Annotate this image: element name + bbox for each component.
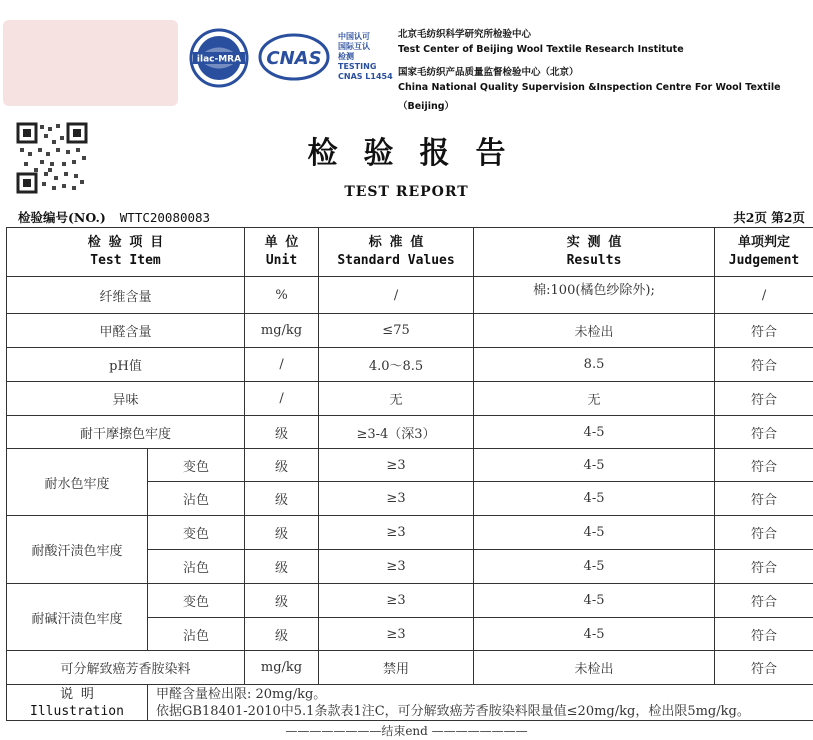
col-test-item-en: Test Item (90, 253, 161, 268)
cnas-line: 检测 (338, 52, 354, 61)
unit-cell: 级 (245, 516, 319, 550)
judgement-cell: 符合 (715, 449, 813, 482)
standard-cell: 禁用 (319, 651, 474, 685)
standard-cell: / (319, 277, 474, 314)
standard-cell: ≥3 (319, 516, 474, 550)
table-row (7, 516, 813, 550)
col-results-en: Results (566, 253, 622, 268)
subitem-cell: 沾色 (148, 482, 245, 516)
centre-name-cn: 国家毛纺织产品质量监督检验中心（北京） (398, 67, 579, 78)
standard-cell: ≥3 (319, 584, 474, 618)
result-cell: 4-5 (474, 516, 715, 550)
table-row (7, 584, 813, 618)
col-judgement-en: Judgement (728, 253, 800, 268)
standard-cell: ≥3 (319, 618, 474, 651)
table-row (7, 449, 813, 482)
subitem-cell: 变色 (148, 584, 245, 618)
cnas-line: 中国认可 (338, 32, 370, 41)
illustration-line: 依据GB18401-2010中5.1条款表1注C，可分解致癌芳香胺染料限量值≤20mg/kg，检出限5mg/kg。 (156, 703, 750, 719)
item-cell: 耐碱汗渍色牢度 (7, 584, 148, 651)
report-number: WTTC20080083 (119, 210, 211, 225)
illustration-text (148, 685, 813, 721)
unit-cell: / (245, 348, 319, 382)
result-cell: 4-5 (474, 550, 715, 584)
unit-cell: mg/kg (245, 651, 319, 685)
report-number-label: 检验编号(NO.) (18, 210, 106, 225)
col-test-item (7, 228, 245, 277)
standard-cell: 4.0～8.5 (319, 348, 474, 382)
judgement-cell: 符合 (715, 516, 813, 550)
result-cell: 未检出 (474, 651, 715, 685)
item-cell: 可分解致癌芳香胺染料 (7, 651, 245, 685)
item-cell: 耐酸汗渍色牢度 (7, 516, 148, 584)
subitem-cell: 沾色 (148, 618, 245, 651)
col-standard-en: Standard Values (337, 253, 455, 268)
report-subtitle: TEST REPORT (344, 184, 469, 200)
col-unit-en: Unit (265, 253, 298, 268)
table-row (7, 416, 813, 449)
institute-name-en: Test Center of Beijing Wool Textile Research Institute (398, 44, 684, 55)
standard-cell: ≥3 (319, 550, 474, 584)
judgement-cell: 符合 (715, 584, 813, 618)
judgement-cell: 符合 (715, 314, 813, 348)
report-title: 检验报告 (307, 136, 532, 171)
result-cell: 8.5 (474, 348, 715, 382)
redacted-area (3, 20, 178, 106)
col-judgement (715, 228, 813, 277)
col-judgement-cn: 单项判定 (738, 235, 791, 250)
col-results (474, 228, 715, 277)
results-table (6, 227, 813, 721)
illustration-label-en: Illustration (30, 703, 124, 719)
result-cell: 4-5 (474, 416, 715, 449)
unit-cell: 级 (245, 482, 319, 516)
unit-cell: 级 (245, 416, 319, 449)
table-row (7, 382, 813, 416)
table-row (7, 314, 813, 348)
illustration-line: 甲醛含量检出限: 20mg/kg。 (156, 686, 327, 702)
judgement-cell: 符合 (715, 482, 813, 516)
unit-cell: 级 (245, 618, 319, 651)
col-standard (319, 228, 474, 277)
judgement-cell: 符合 (715, 550, 813, 584)
col-unit (245, 228, 319, 277)
result-cell: 4-5 (474, 482, 715, 516)
cnas-line: TESTING (338, 62, 377, 71)
table-row (7, 651, 813, 685)
judgement-cell: 符合 (715, 618, 813, 651)
unit-cell: % (245, 277, 319, 314)
institute-name-cn: 北京毛纺织科学研究所检验中心 (398, 29, 532, 40)
report-number-line (18, 208, 210, 226)
illustration-label (7, 685, 148, 721)
cnas-line: 国际互认 (338, 42, 370, 51)
col-standard-cn: 标 准 值 (368, 235, 424, 250)
standard-cell: ≥3 (319, 482, 474, 516)
result-cell: 4-5 (474, 449, 715, 482)
centre-name-en: China National Quality Supervision &Inspection Centre For Wool Textile (398, 82, 781, 93)
col-unit-cn: 单 位 (264, 235, 299, 250)
result-cell: 4-5 (474, 618, 715, 651)
item-cell: 甲醛含量 (7, 314, 245, 348)
table-header-row (7, 228, 813, 277)
standard-cell: ≤75 (319, 314, 474, 348)
standard-cell: 无 (319, 382, 474, 416)
col-results-cn: 实 测 值 (566, 235, 622, 250)
col-test-item-cn: 检 验 项 目 (87, 235, 164, 250)
result-cell: 4-5 (474, 584, 715, 618)
cnas-logo (258, 32, 330, 82)
item-cell: 纤维含量 (7, 277, 245, 314)
table-row (7, 348, 813, 382)
result-cell: 无 (474, 382, 715, 416)
judgement-cell: 符合 (715, 651, 813, 685)
judgement-cell: 符合 (715, 382, 813, 416)
unit-cell: 级 (245, 584, 319, 618)
result-cell: 未检出 (474, 314, 715, 348)
result-cell: 棉:100(橘色纱除外); (474, 277, 715, 314)
standard-cell: ≥3-4（深3） (319, 416, 474, 449)
cnas-line: CNAS L1454 (338, 72, 393, 81)
judgement-cell: / (715, 277, 813, 314)
unit-cell: 级 (245, 449, 319, 482)
cnas-accreditation-block (338, 32, 393, 82)
judgement-cell: 符合 (715, 348, 813, 382)
ilac-logo-text: ilac-MRA (196, 54, 242, 65)
subitem-cell: 变色 (148, 516, 245, 550)
subitem-cell: 沾色 (148, 550, 245, 584)
page-info: 共2页 第2页 (733, 210, 805, 225)
unit-cell: 级 (245, 550, 319, 584)
centre-location: （Beijing） (398, 101, 455, 112)
judgement-cell: 符合 (715, 416, 813, 449)
unit-cell: / (245, 382, 319, 416)
item-cell: 耐水色牢度 (7, 449, 148, 516)
illustration-label-cn: 说 明 (60, 686, 94, 702)
illustration-row (7, 685, 813, 721)
cnas-logo-text: CNAS (266, 48, 322, 69)
subitem-cell: 变色 (148, 449, 245, 482)
unit-cell: mg/kg (245, 314, 319, 348)
table-row (7, 277, 813, 314)
ilac-mra-logo (184, 27, 254, 89)
item-cell: pH值 (7, 348, 245, 382)
item-cell: 耐干摩擦色牢度 (7, 416, 245, 449)
end-mark: ————————结束end ———————— (285, 724, 528, 738)
item-cell: 异味 (7, 382, 245, 416)
standard-cell: ≥3 (319, 449, 474, 482)
